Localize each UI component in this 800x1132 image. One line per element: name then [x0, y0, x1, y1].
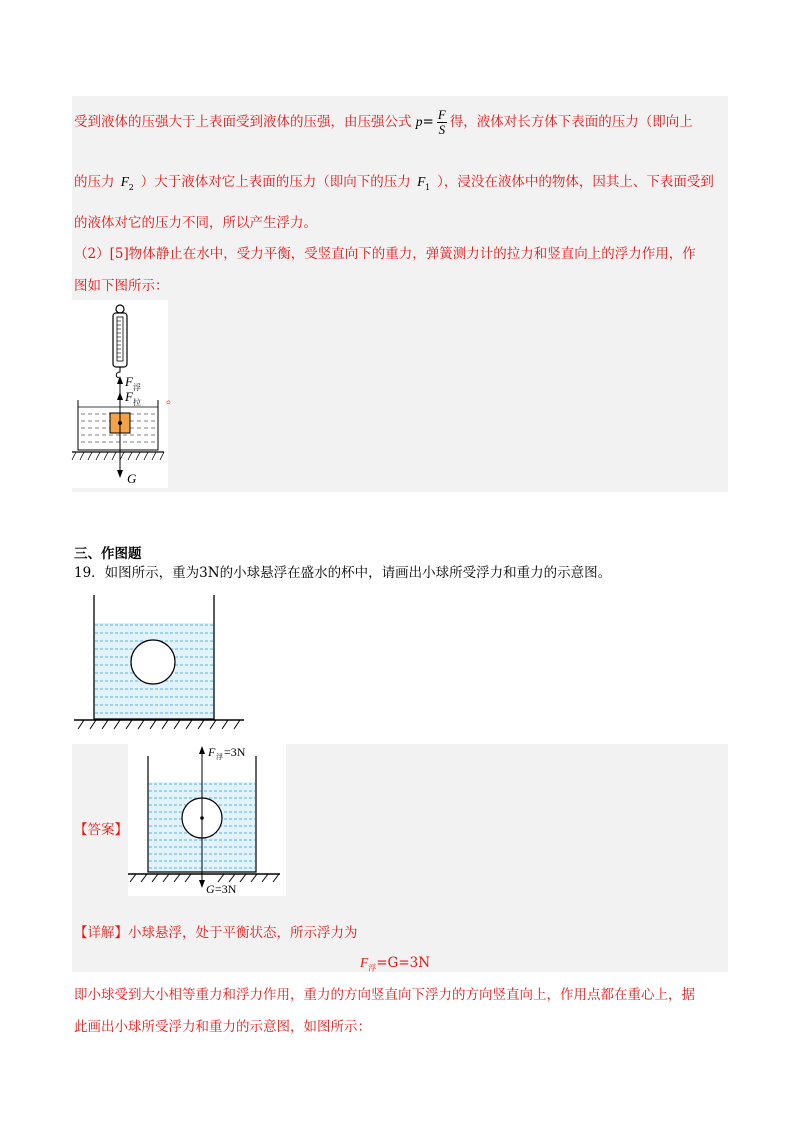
- equation-F: F: [360, 955, 369, 970]
- detail-text: 小球悬浮，处于平衡状态，所示浮力为: [128, 925, 358, 941]
- pressure-formula-fraction: [437, 108, 447, 137]
- answer-cup-figure: [128, 744, 286, 896]
- answer-label: 【答案】: [74, 822, 128, 838]
- detail-line-3: 此画出小球所受浮力和重力的示意图，如图所示：: [74, 1019, 371, 1035]
- paragraph-line-4: （2）[5]物体静止在水中，受力平衡，受竖直向下的重力，弹簧测力计的拉力和竖直向上的浮力作用，作: [74, 246, 696, 262]
- paragraph-line-3: 的液体对它的压力不同，所以产生浮力。: [74, 215, 317, 231]
- paragraph-line-1: [74, 108, 693, 137]
- fraction-numerator: F: [437, 107, 446, 122]
- buoyancy-label-F: F: [125, 374, 133, 389]
- tension-label-F: F: [125, 389, 133, 404]
- section-heading: 三、作图题: [74, 546, 142, 562]
- detail-equation: [360, 953, 430, 979]
- fraction-denominator: S: [438, 122, 446, 137]
- line2b-text: ）大于液体对它上表面的压力（即向下的压力: [140, 174, 411, 190]
- question-cup-figure: [74, 595, 246, 735]
- answer-block-background: [72, 96, 728, 492]
- buoyant-label-value: =3N: [224, 745, 246, 759]
- weight-label-G: G: [206, 882, 215, 896]
- buoyant-label-F: F: [208, 745, 216, 759]
- line2c-text: ），浸没在液体中的物体，因其上、下表面受到: [437, 174, 714, 190]
- formula-eq: =: [422, 114, 434, 130]
- table-hatch: [78, 720, 240, 729]
- question-19: 19．如图所示，重为3N的小球悬浮在盛水的杯中，请画出小球所受浮力和重力的示意图。: [74, 565, 612, 581]
- spring-balance-figure: [72, 300, 168, 488]
- paragraph-line-5: 图如下图所示：: [74, 278, 169, 294]
- weight-label-value: =3N: [215, 882, 237, 896]
- ball: [131, 640, 175, 684]
- figure1-period: 。: [166, 391, 180, 407]
- paragraph-line-2: 的压力 F 2 ）大于液体对它上表面的压力（即向下的压力 F 1 ），浸没在液体中的物体，因其上、下表面受到: [74, 174, 714, 192]
- gravity-label: G: [127, 471, 137, 486]
- detail-label: 【详解】: [74, 925, 128, 941]
- equation-sub: 浮: [368, 963, 377, 973]
- tension-label-sub: 拉: [133, 398, 141, 407]
- buoyant-label-sub: 浮: [216, 753, 223, 761]
- line1-end: 得，液体对长方体下表面的压力（即向上: [449, 114, 693, 130]
- line1-text: 受到液体的压强大于上表面受到液体的压强，由压强公式: [74, 114, 412, 130]
- detail-line-2: 即小球受到大小相等重力和浮力作用，重力的方向竖直向下浮力的方向竖直向上，作用点都在重心上，据: [74, 987, 695, 1003]
- line2a-text: 的压力: [74, 174, 115, 190]
- equation-rest: =G=3N: [376, 955, 431, 971]
- buoyancy-label-sub: 浮: [133, 383, 141, 392]
- detail-line-1: [74, 923, 358, 943]
- formula-p: p: [415, 114, 423, 129]
